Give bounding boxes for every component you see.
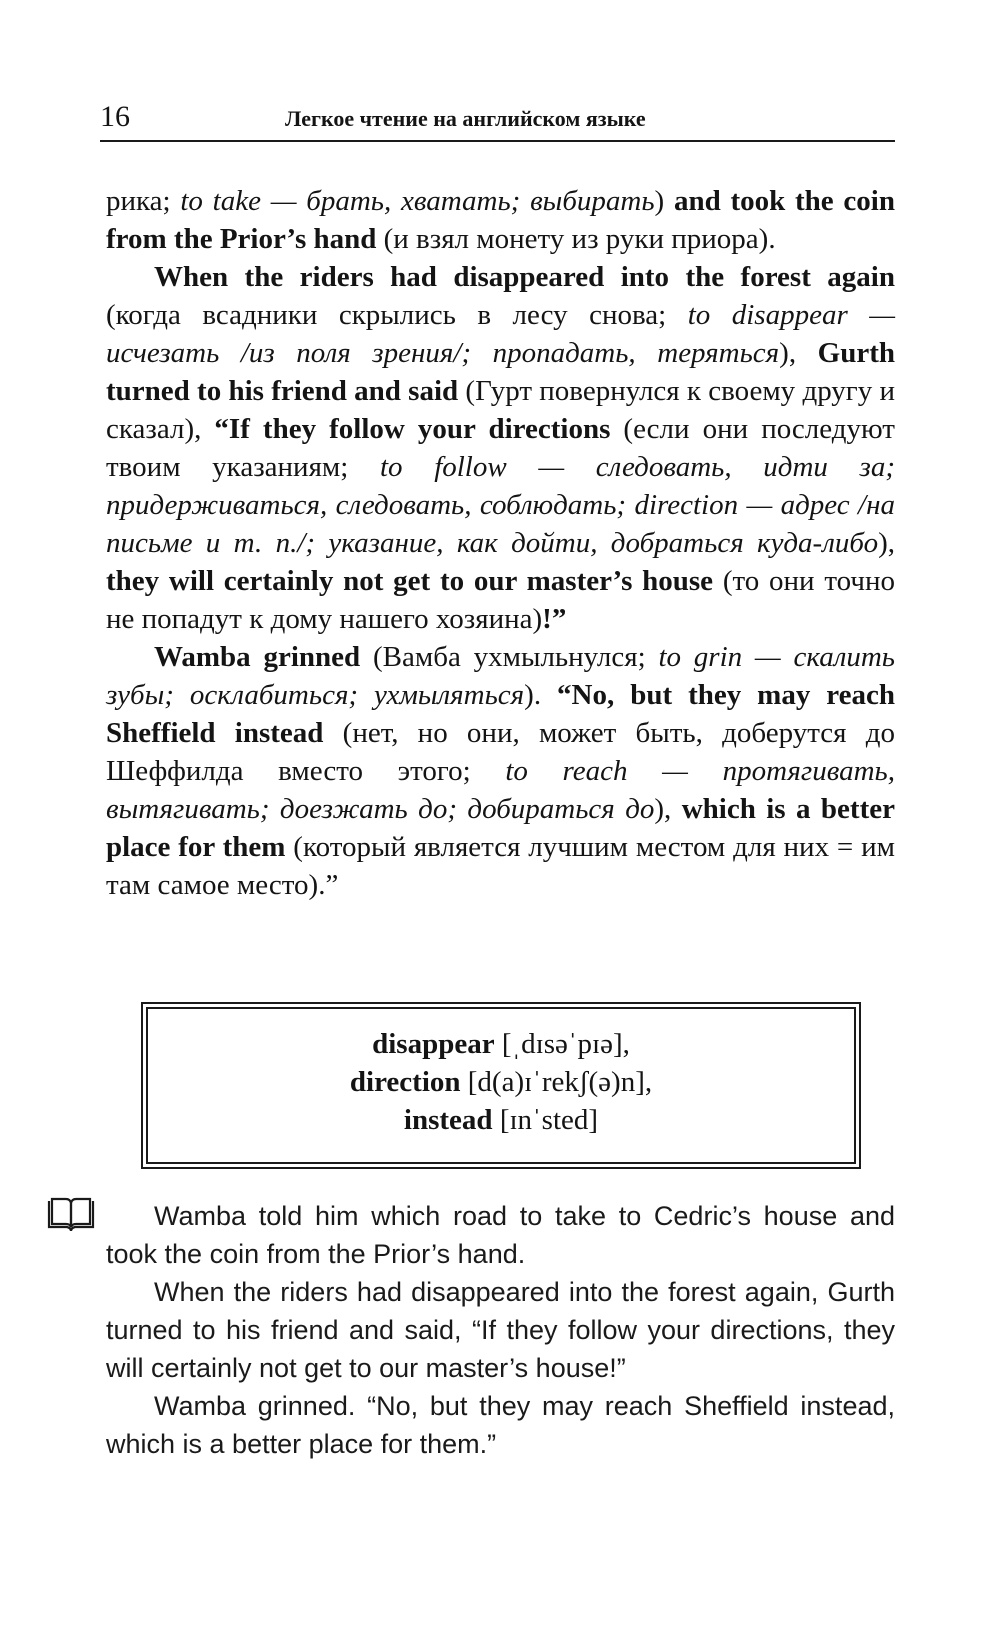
plain-reading-text: [106, 1197, 895, 1463]
translation: (который является лучшим местом для них = им там самое место).”: [106, 831, 895, 901]
open-book-icon: [46, 1197, 96, 1233]
translation: (Гурт повернулся к своему другу и сказал),: [106, 375, 895, 445]
translation: (когда всадники скрылись в лесу снова;: [106, 299, 688, 331]
running-title: Легкое чтение на английском языке: [285, 106, 646, 131]
vocab-entry: [148, 1063, 854, 1101]
annotated-paragraph-1: [106, 182, 895, 258]
text-segment: рика;: [106, 185, 181, 217]
translation: (нет, но они, может быть, доберутся до Шеффилда вместо этого;: [106, 717, 895, 787]
gloss: to follow — следовать, идти за; придерживаться, следовать, соблюдать; direction — адрес /на письме и т. п./; указание, как дойти, добраться куда-либо: [106, 451, 896, 559]
vocab-transcription: [ɪnˈsted]: [499, 1104, 599, 1136]
text-segment: ).: [524, 679, 558, 711]
english-phrase: Wamba grinned: [154, 641, 361, 673]
translation: (то они точно не попадут к дому нашего хозяина): [106, 565, 895, 635]
translation: (если они последуют твоим указаниям;: [106, 413, 895, 483]
text-segment: ),: [878, 527, 895, 559]
english-phrase: When the riders had disappeared into the forest again: [154, 261, 895, 293]
vocab-word: instead: [403, 1104, 493, 1136]
text-segment: ),: [779, 337, 818, 369]
english-phrase: “If they follow your directions: [214, 413, 611, 445]
annotated-paragraph-2: [106, 258, 895, 638]
english-phrase: “No, but they may reach Sheffield instead: [106, 679, 896, 749]
reading-paragraph-2: When the riders had disappeared into the forest again, Gurth turned to his friend and said, “If they follow your directions, they will certainly not get to our master’s house!”: [106, 1277, 895, 1383]
annotated-text: [106, 182, 895, 904]
english-phrase: !”: [542, 603, 567, 635]
text-segment: ): [654, 185, 674, 217]
translation: (Вамба ухмыльнулся;: [360, 641, 659, 673]
vocab-transcription: [d(a)ɪˈrekʃ(ə)n],: [467, 1066, 653, 1098]
text-segment: ),: [654, 793, 682, 825]
gloss: to disappear — исчезать /из поля зрения/; пропадать, теряться: [106, 299, 895, 369]
vocab-word: direction: [349, 1066, 461, 1098]
english-phrase: which is a better place for them: [106, 793, 895, 863]
english-phrase: and took the coin from the Prior’s hand: [106, 185, 895, 255]
vocabulary-box: [146, 1007, 856, 1164]
gloss: to take — брать, хватать; выбирать: [180, 185, 655, 217]
reading-paragraph-1: Wamba told him which road to take to Cedric’s house and took the coin from the Prior’s hand.: [106, 1201, 895, 1269]
reading-paragraph-3: Wamba grinned. “No, but they may reach Sheffield instead, which is a better place for them.”: [106, 1391, 895, 1459]
translation: (и взял монету из руки приора).: [376, 223, 776, 255]
vocab-transcription: [ˌdɪsəˈpɪə],: [501, 1028, 630, 1060]
annotated-paragraph-3: [106, 638, 895, 904]
vocab-word: disappear: [372, 1028, 495, 1060]
english-phrase: they will certainly not get to our master’s house: [106, 565, 714, 597]
gloss: to grin — скалить зубы; осклабиться; ухмыляться: [106, 641, 896, 711]
gloss: to reach — протягивать, вытягивать; доезжать до; добираться до: [106, 755, 895, 825]
english-phrase: Gurth turned to his friend and said: [106, 337, 895, 407]
vocab-entry: [148, 1025, 854, 1063]
page-number: 16: [100, 100, 130, 133]
page-header: [100, 100, 895, 142]
vocab-entry: [148, 1101, 854, 1139]
